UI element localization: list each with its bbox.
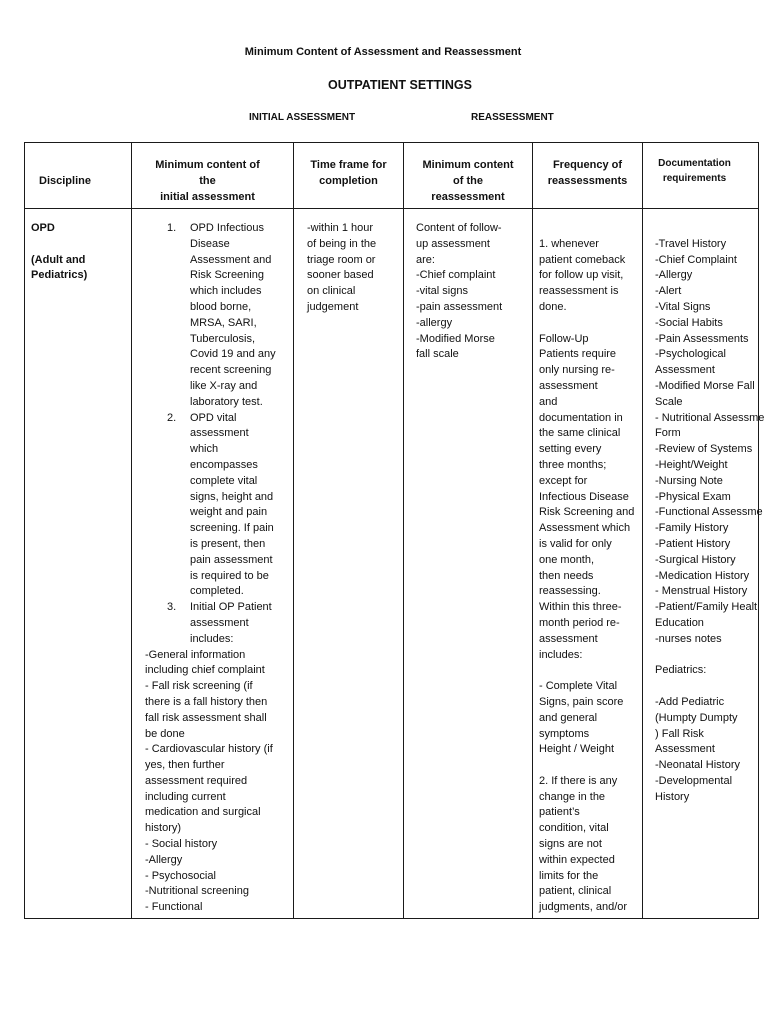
text-line: reassessment is	[539, 285, 619, 298]
text-line: assessment required	[145, 774, 248, 787]
list-item	[145, 221, 293, 411]
reassessment-content-paragraph	[416, 221, 532, 363]
text-line: Follow-Up	[539, 332, 589, 345]
list-item-line: laboratory test.	[190, 395, 263, 408]
text-line: up assessment	[416, 237, 490, 250]
list-item-line: assessment	[190, 427, 249, 440]
text-line: -Functional Assessme	[655, 506, 763, 519]
header-label-line: Minimum content	[422, 159, 514, 171]
list-item-line: Disease	[190, 237, 230, 250]
list-item-line: signs, height and	[190, 490, 274, 503]
text-line: be done	[145, 727, 185, 740]
discipline-line: Pediatrics)	[31, 269, 88, 282]
list-item-line: Risk Screening	[190, 269, 264, 282]
initial-content-continuation	[145, 648, 293, 917]
text-line: Scale	[655, 395, 683, 408]
documentation-requirements-cell	[643, 209, 765, 919]
frequency-paragraph	[539, 774, 642, 916]
text-line: Assessment	[655, 364, 715, 377]
list-item-line: like X-ray and	[190, 379, 258, 392]
text-line: -Medication History	[655, 569, 750, 582]
text-line: - Psychosocial	[145, 869, 216, 882]
header-label-line: reassessment	[431, 191, 505, 203]
text-line: -Physical Exam	[655, 490, 731, 503]
text-line: yes, then further	[145, 759, 225, 772]
text-line: -Allergy	[655, 269, 693, 282]
text-line: condition, vital	[539, 822, 609, 835]
text-line: symptoms	[539, 727, 590, 740]
list-item-text	[190, 411, 293, 601]
list-item	[145, 411, 293, 601]
text-line: patient’s	[539, 806, 580, 819]
text-line: reassessing.	[539, 585, 601, 598]
list-item-line: assessment	[190, 616, 249, 629]
header-label-line: the	[199, 175, 216, 187]
header-documentation	[643, 143, 759, 209]
text-line: -Alert	[655, 285, 682, 298]
list-item-line: weight and pain	[190, 506, 268, 519]
discipline-paragraph	[31, 221, 131, 237]
list-item-text	[190, 221, 293, 411]
text-line: - Menstrual History	[655, 585, 748, 598]
text-line: including chief complaint	[145, 664, 265, 677]
list-item-line: complete vital	[190, 474, 258, 487]
text-line: triage room or	[307, 253, 376, 266]
reassessment-heading: REASSESSMENT	[471, 112, 554, 123]
discipline-line: (Adult and	[31, 253, 86, 266]
header-label-line: requirements	[662, 173, 727, 184]
list-item-line: includes:	[190, 632, 234, 645]
list-item	[145, 600, 293, 647]
text-line: -Review of Systems	[655, 443, 753, 456]
time-frame-paragraph	[307, 221, 403, 316]
text-line: three months;	[539, 458, 607, 471]
list-item-line: pain assessment	[190, 553, 273, 566]
frequency-paragraph	[539, 237, 642, 316]
list-item-line: is required to be	[190, 569, 269, 582]
header-label-line: completion	[319, 175, 378, 187]
list-marker: 2.	[167, 411, 177, 424]
text-line: medication and surgical	[145, 806, 261, 819]
text-line: judgments, and/or	[539, 901, 628, 914]
text-line: -Developmental	[655, 774, 733, 787]
text-line: one month,	[539, 553, 595, 566]
header-reassessment-content	[404, 143, 533, 209]
list-item-line: encompasses	[190, 458, 258, 471]
text-line: -vital signs	[416, 285, 468, 298]
header-label-line: Discipline	[39, 175, 91, 187]
text-line: within expected	[539, 853, 615, 866]
initial-assessment-content-cell	[132, 209, 294, 919]
text-line: and general	[539, 711, 598, 724]
text-line: History	[655, 790, 690, 803]
text-line: 2. If there is any	[539, 774, 618, 787]
list-item-line: is present, then	[190, 537, 266, 550]
text-line: the same clinical	[539, 427, 621, 440]
text-line: judgement	[307, 300, 359, 313]
text-line: -General information	[145, 648, 246, 661]
text-line: except for	[539, 474, 588, 487]
list-item-line: completed.	[190, 585, 244, 598]
text-line: month period re-	[539, 616, 620, 629]
text-line: change in the	[539, 790, 606, 803]
text-line: Assessment	[655, 743, 715, 756]
text-line: -Nutritional screening	[145, 885, 249, 898]
text-line: (Humpty Dumpty	[655, 711, 738, 724]
time-frame-cell	[294, 209, 404, 919]
text-line: fall risk assessment shall	[145, 711, 267, 724]
text-line: Patients require	[539, 348, 617, 361]
text-line: - Social history	[145, 838, 218, 851]
text-line: -Chief Complaint	[655, 253, 737, 266]
text-line: and	[539, 395, 558, 408]
text-line: patient comeback	[539, 253, 626, 266]
list-item-line: which includes	[190, 285, 262, 298]
frequency-paragraph	[539, 332, 642, 664]
text-line: -within 1 hour	[307, 222, 374, 234]
text-line: ) Fall Risk	[655, 727, 704, 740]
initial-assessment-heading: INITIAL ASSESSMENT	[249, 112, 356, 123]
documentation-paragraph	[655, 663, 758, 679]
text-line: 1. whenever	[539, 237, 599, 250]
text-line: documentation in	[539, 411, 623, 424]
frequency-paragraph	[539, 679, 642, 758]
text-line: -Psychological	[655, 348, 726, 361]
text-line: limits for the	[539, 869, 599, 882]
header-label-line: of the	[453, 175, 483, 187]
discipline-cell	[25, 209, 132, 919]
text-line: -Nursing Note	[655, 474, 723, 487]
text-line: assessment	[539, 632, 598, 645]
text-line: -Social Habits	[655, 316, 723, 329]
text-line: then needs	[539, 569, 594, 582]
reassessment-frequency-cell	[533, 209, 643, 919]
text-line: -allergy	[416, 316, 453, 329]
list-item-line: Tuberculosis,	[190, 332, 256, 345]
list-item-line: OPD vital	[190, 411, 237, 424]
text-line: -Add Pediatric	[655, 695, 725, 708]
documentation-paragraph	[655, 695, 758, 806]
text-line: -Modified Morse Fall	[655, 379, 755, 392]
text-line: signs are not	[539, 838, 602, 851]
text-line: -Pain Assessments	[655, 332, 749, 345]
header-time-frame	[294, 143, 404, 209]
header-label-line: initial assessment	[160, 191, 255, 203]
text-line: -Patient/Family Healt	[655, 601, 758, 614]
text-line: Pediatrics:	[655, 664, 707, 677]
text-line: - Complete Vital	[539, 680, 618, 693]
documentation-paragraph	[655, 237, 765, 648]
list-item-text	[190, 600, 293, 647]
header-frequency	[533, 143, 643, 209]
header-label-line: reassessments	[547, 175, 628, 187]
list-item-line: screening. If pain	[190, 522, 274, 535]
discipline-paragraph	[31, 253, 131, 285]
text-line: -Family History	[655, 522, 729, 535]
text-line: - Cardiovascular history (if	[145, 743, 273, 756]
text-line: -Allergy	[145, 853, 183, 866]
text-line: only nursing re-	[539, 364, 615, 377]
header-label-line: Minimum content of	[155, 159, 260, 171]
text-line: on clinical	[307, 285, 356, 298]
text-line: for follow up visit,	[539, 269, 624, 282]
text-line: -Vital Signs	[655, 300, 711, 313]
text-line: assessment	[539, 379, 598, 392]
header-label-line: Frequency of	[552, 159, 623, 171]
text-line: Education	[655, 616, 704, 629]
header-label-line: Time frame for	[310, 159, 387, 171]
list-item-line: OPD Infectious	[190, 222, 264, 234]
list-item-line: blood borne,	[190, 300, 252, 313]
header-label-line: Documentation	[658, 158, 731, 169]
text-line: there is a fall history then	[145, 695, 268, 708]
text-line: are:	[416, 253, 435, 266]
text-line: -nurses notes	[655, 632, 722, 645]
text-line: sooner based	[307, 269, 374, 282]
list-item-line: Initial OP Patient	[190, 601, 272, 614]
text-line: is valid for only	[539, 537, 612, 550]
text-line: history)	[145, 822, 182, 835]
header-initial-content	[132, 143, 294, 209]
assessment-table	[24, 142, 765, 919]
list-item-line: which	[190, 443, 219, 456]
text-line: Assessment which	[539, 522, 631, 535]
text-line: of being in the	[307, 237, 377, 250]
text-line: patient, clinical	[539, 885, 612, 898]
list-item-line: MRSA, SARI,	[190, 316, 257, 329]
list-item-line: Assessment and	[190, 253, 272, 266]
reassessment-content-cell	[404, 209, 533, 919]
text-line: Content of follow-	[416, 222, 502, 234]
text-line: -Surgical History	[655, 553, 736, 566]
text-line: -Neonatal History	[655, 759, 740, 772]
text-line: Risk Screening and	[539, 506, 635, 519]
text-line: -Patient History	[655, 537, 731, 550]
list-marker: 3.	[167, 601, 177, 614]
text-line: - Functional	[145, 901, 203, 914]
text-line: setting every	[539, 443, 602, 456]
text-line: -Height/Weight	[655, 458, 728, 471]
list-item-line: recent screening	[190, 364, 272, 377]
text-line: including current	[145, 790, 226, 803]
text-line: - Fall risk screening (if	[145, 680, 253, 693]
text-line: includes:	[539, 648, 583, 661]
document-title: Minimum Content of Assessment and Reassessment	[244, 46, 522, 58]
text-line: done.	[539, 300, 567, 313]
text-line: -Modified Morse	[416, 332, 495, 345]
list-marker: 1.	[167, 222, 177, 234]
discipline-line: OPD	[31, 222, 55, 234]
text-line: -Chief complaint	[416, 269, 496, 282]
header-discipline	[25, 143, 132, 209]
document-subtitle: OUTPATIENT SETTINGS	[328, 78, 472, 92]
text-line: - Nutritional Assessme	[655, 411, 765, 424]
text-line: Form	[655, 427, 681, 440]
text-line: -Travel History	[655, 237, 727, 250]
text-line: -pain assessment	[416, 300, 503, 313]
text-line: fall scale	[416, 348, 459, 361]
text-line: Signs, pain score	[539, 695, 624, 708]
text-line: Within this three-	[539, 601, 622, 614]
text-line: Height / Weight	[539, 743, 615, 756]
list-item-line: Covid 19 and any	[190, 348, 276, 361]
text-line: Infectious Disease	[539, 490, 629, 503]
